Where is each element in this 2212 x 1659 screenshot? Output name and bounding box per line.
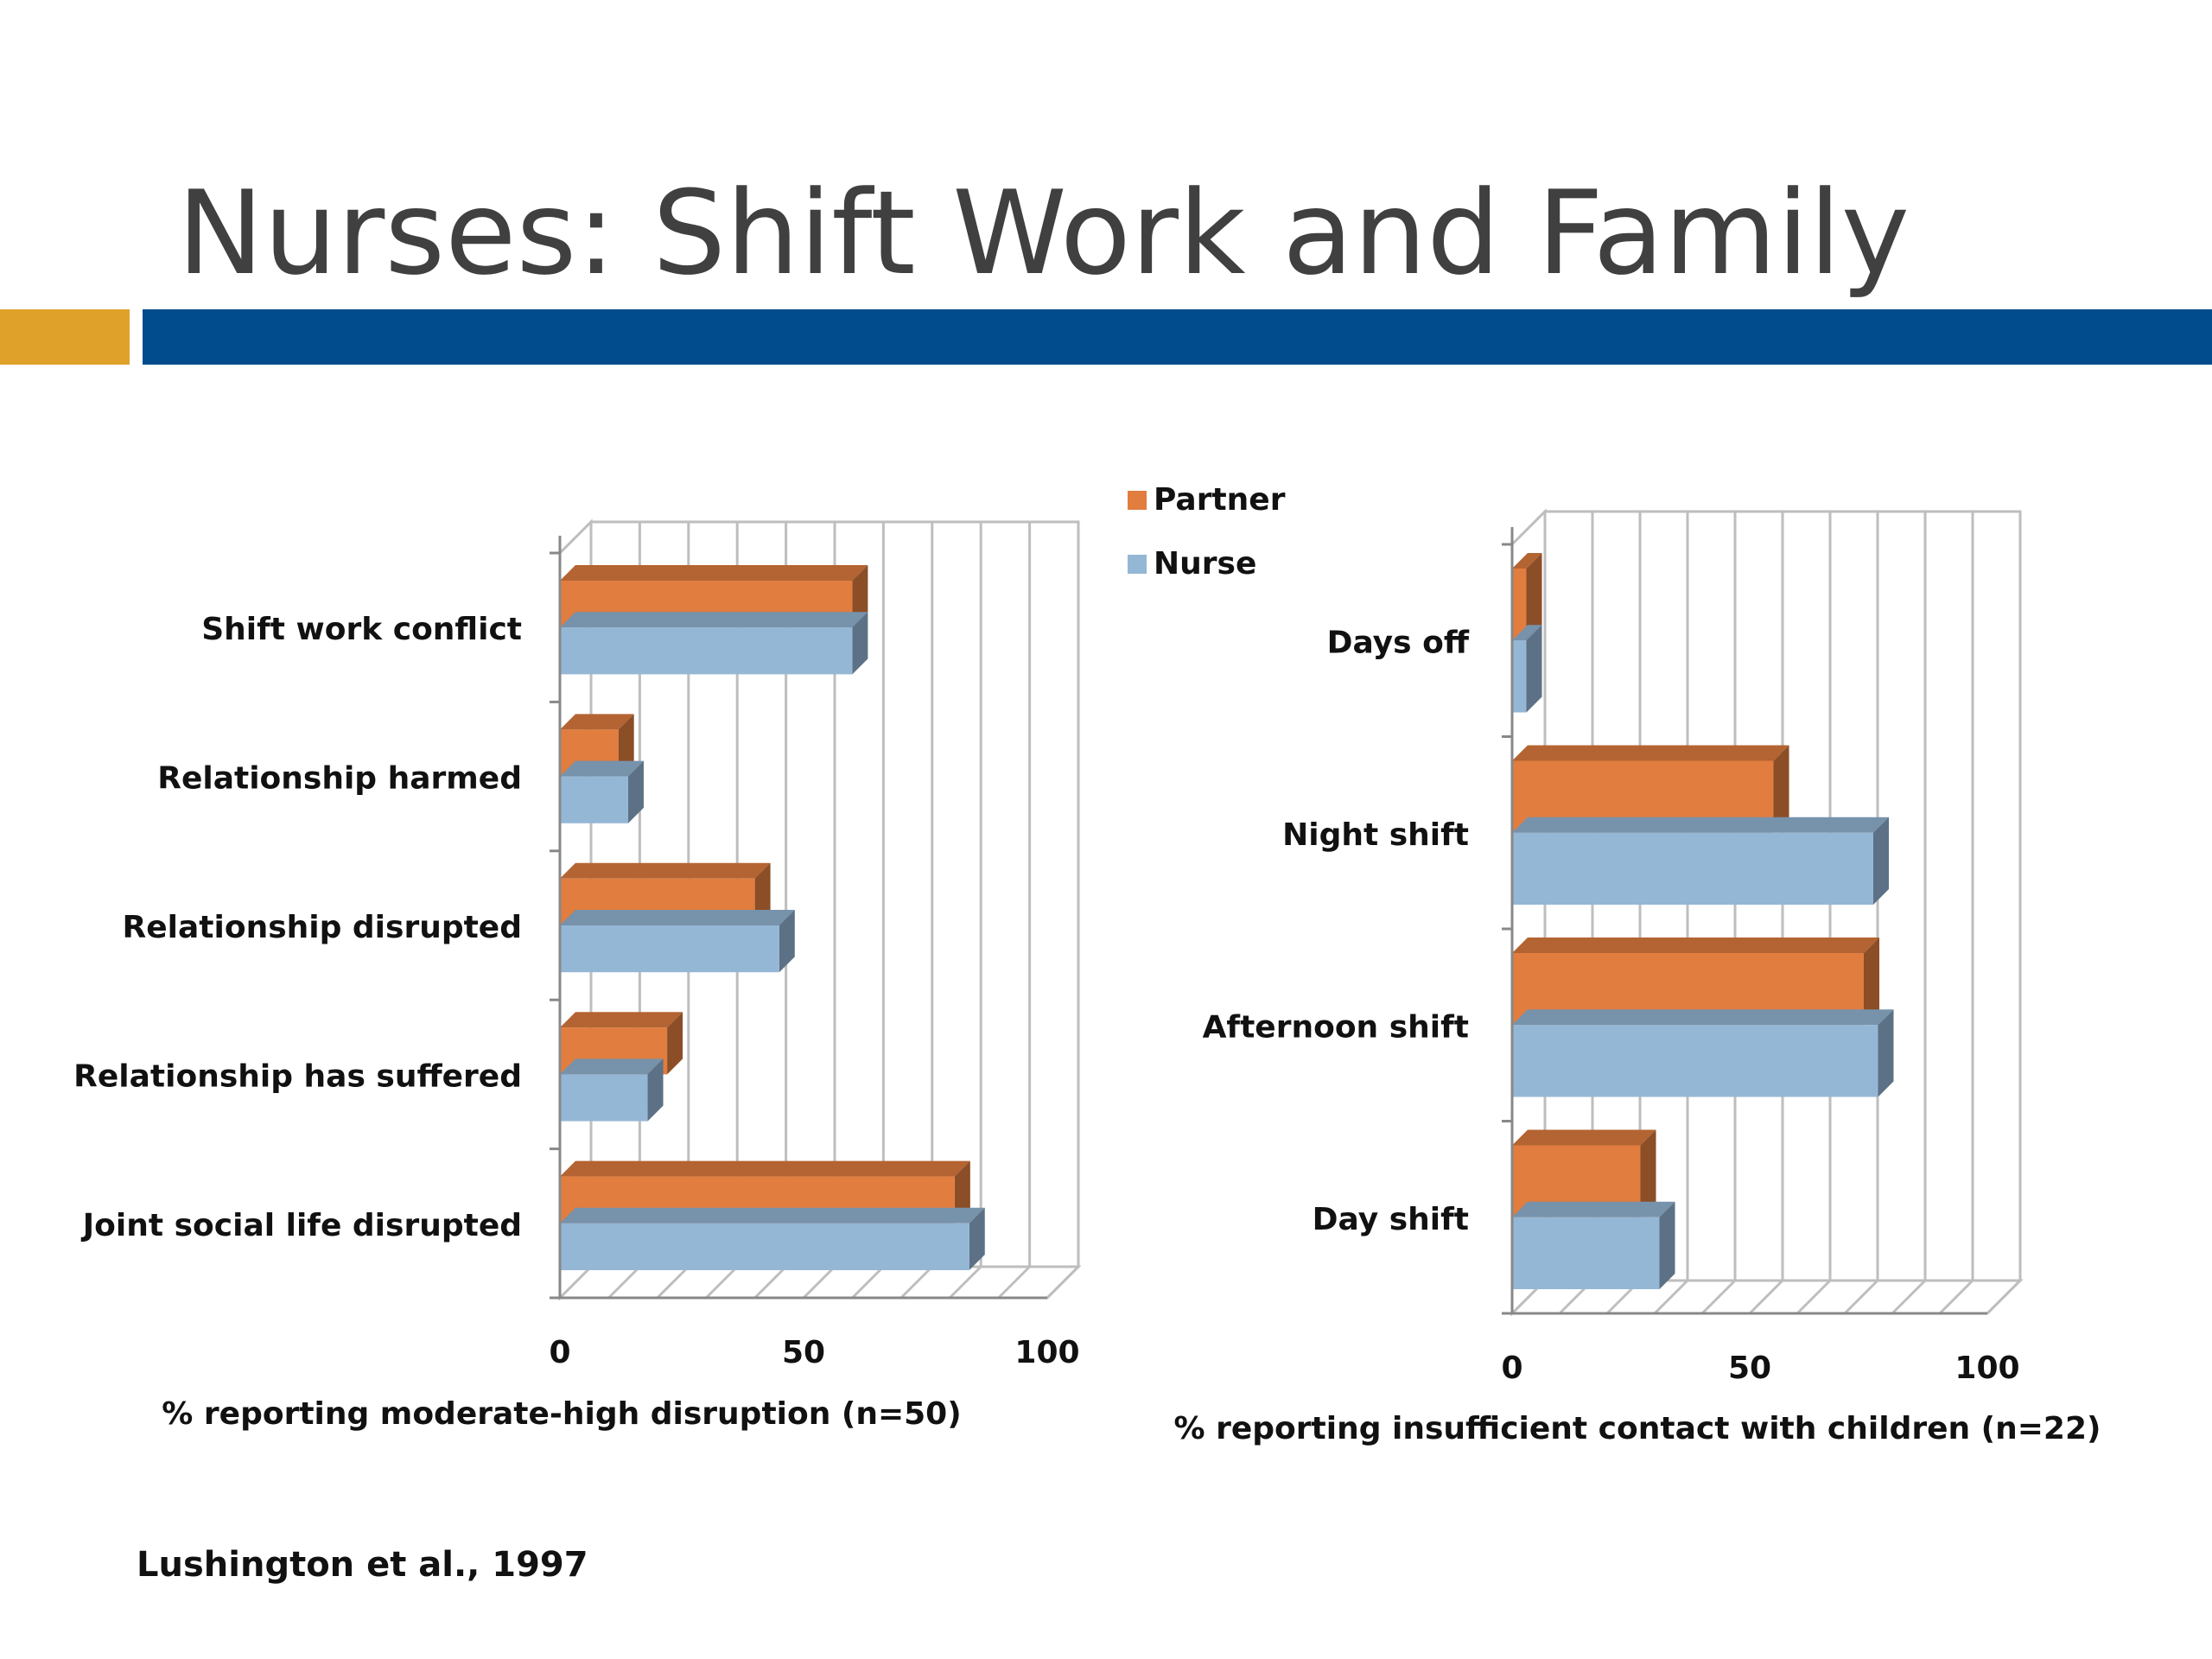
bar-nurse-shift-work-conflict — [560, 612, 868, 674]
bar-top-face — [560, 1161, 970, 1177]
x-tick-label-100: 100 — [1955, 1351, 2020, 1386]
x-tick-label-0: 0 — [1501, 1351, 1523, 1386]
category-label-relationship-has-suffered: Relationship has suffered — [73, 1058, 522, 1095]
bar-nurse-relationship-has-suffered — [560, 1058, 664, 1121]
bar-top-face — [1512, 1130, 1656, 1146]
category-label-afternoon-shift: Afternoon shift — [1202, 1009, 1469, 1046]
x-axis-title: % reporting insufficient contact with children (n=22) — [1173, 1411, 2101, 1446]
bar-front-face — [1512, 640, 1527, 712]
bar-front-face — [560, 1074, 648, 1121]
category-label-days-off: Days off — [1326, 625, 1469, 661]
bar-nurse-relationship-harmed — [560, 761, 644, 823]
bar-nurse-afternoon-shift — [1512, 1009, 1894, 1096]
category-label-day-shift: Day shift — [1312, 1201, 1469, 1237]
bar-top-face — [1512, 746, 1789, 761]
category-label-relationship-harmed: Relationship harmed — [157, 760, 522, 797]
bar-nurse-day-shift — [1512, 1202, 1675, 1289]
bar-nurse-joint-social-life-disrupted — [560, 1208, 985, 1270]
legend — [1128, 482, 1286, 582]
bar-front-face — [1512, 1025, 1878, 1096]
bar-top-face — [560, 612, 868, 627]
bar-front-face — [560, 1224, 969, 1270]
bar-nurse-night-shift — [1512, 817, 1889, 905]
category-label-night-shift: Night shift — [1282, 817, 1469, 853]
legend-swatch-partner — [1128, 491, 1147, 510]
bar-front-face — [560, 777, 628, 823]
x-tick-label-50: 50 — [1727, 1351, 1772, 1386]
bar-front-face — [1512, 833, 1873, 905]
legend-swatch-nurse — [1128, 555, 1147, 574]
category-label-relationship-disrupted: Relationship disrupted — [122, 910, 522, 945]
bar-top-face — [1512, 1202, 1675, 1217]
x-axis-title: % reporting moderate-high disruption (n=50) — [162, 1396, 962, 1432]
category-label-shift-work-conflict: Shift work conflict — [201, 612, 522, 648]
bar-front-face — [560, 925, 779, 972]
bar-top-face — [560, 1208, 985, 1224]
bar-front-face — [1512, 1217, 1660, 1289]
bar-top-face — [560, 1012, 683, 1027]
bar-top-face — [560, 1058, 664, 1074]
x-tick-label-0: 0 — [549, 1335, 571, 1370]
chart-contact-with-children — [1174, 512, 2101, 1446]
legend-label-partner: Partner — [1154, 482, 1286, 518]
bar-top-face — [1512, 817, 1889, 833]
chart-disruption — [73, 522, 1079, 1432]
bar-top-face — [560, 910, 795, 925]
slide-title: Nurses: Shift Work and Family — [177, 166, 1910, 301]
bar-top-face — [560, 863, 771, 879]
legend-label-nurse: Nurse — [1154, 546, 1257, 582]
citation: Lushington et al., 1997 — [137, 1545, 588, 1585]
bar-nurse-days-off — [1512, 625, 1542, 712]
bar-top-face — [1512, 1009, 1894, 1025]
bar-top-face — [560, 565, 868, 581]
x-tick-label-50: 50 — [781, 1335, 826, 1370]
bar-front-face — [560, 627, 852, 674]
x-tick-label-100: 100 — [1014, 1335, 1080, 1370]
bar-top-face — [1512, 938, 1879, 953]
category-label-joint-social-life-disrupted: Joint social life disrupted — [82, 1207, 522, 1243]
bar-nurse-relationship-disrupted — [560, 910, 795, 972]
